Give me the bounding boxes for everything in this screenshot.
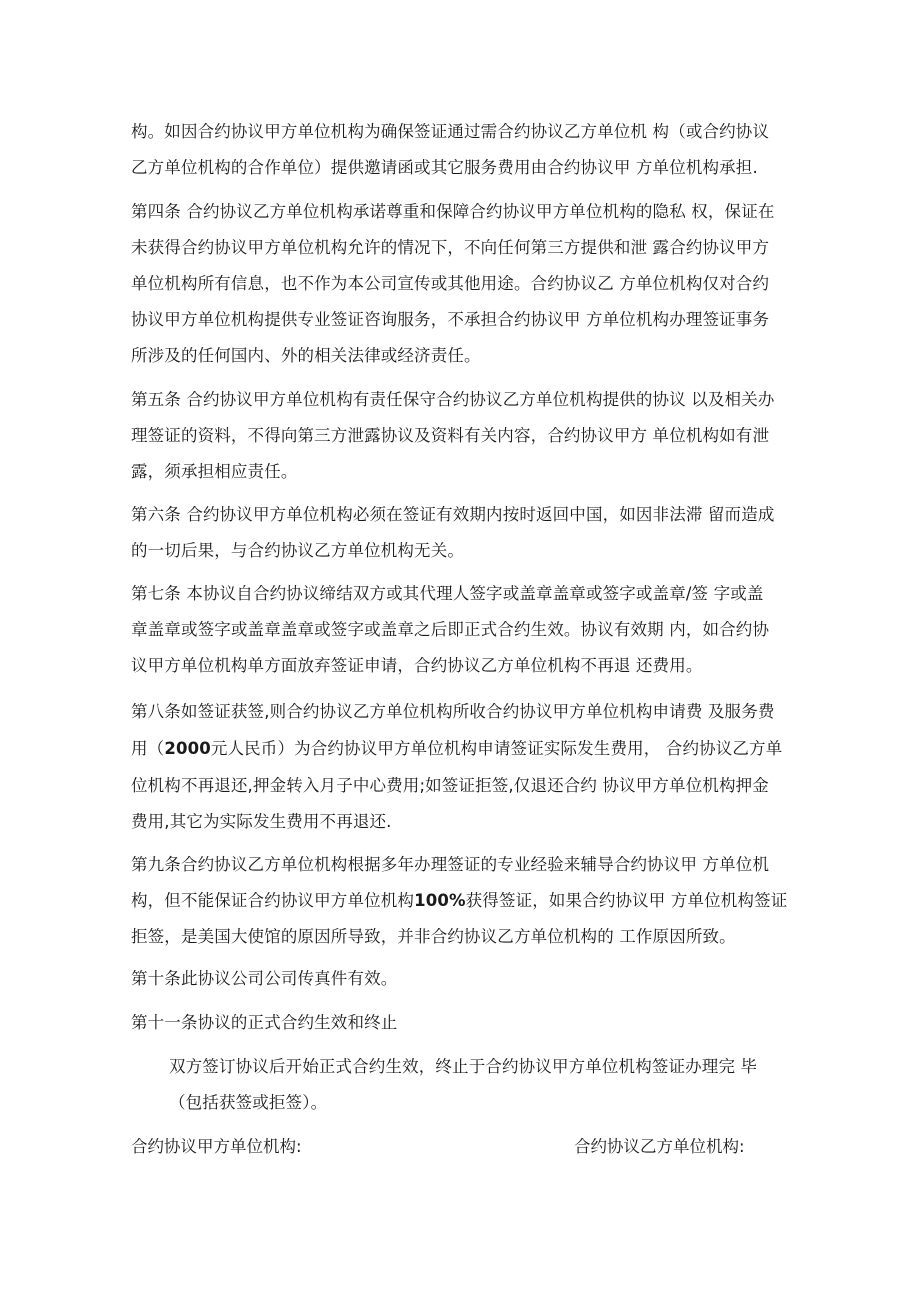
article-10: 第十条此协议公司公司传真件有效。: [131, 969, 398, 988]
article-6-line-2: 的一切后果，与合约协议乙方单位机构无关。: [131, 541, 464, 560]
fee-amount: 2000: [164, 739, 211, 758]
percent-guarantee: 100%: [414, 891, 466, 910]
article-4-line-4: 协议甲方单位机构提供专业签证咨询服务，不承担合约协议甲 方单位机构办理签证事务: [131, 310, 770, 329]
article-8-line-2: [131, 739, 782, 759]
article-9-line-2-pre: 构，但不能保证合约协议甲方单位机构: [131, 891, 415, 910]
article-9-line-1: 第九条合约协议乙方单位机构根据多年办理签证的专业经验来辅导合约协议甲 方单位机: [131, 855, 770, 874]
article-9-line-3: 拒签，是美国大使馆的原因所导致，并非合约协议乙方单位机构的 工作原因所致。: [131, 927, 736, 946]
article-8-line-4: 费用,其它为实际发生费用不再退还.: [131, 812, 392, 831]
text-line-2: 乙方单位机构的合作单位）提供邀请函或其它服务费用由合约协议甲 方单位机构承担.: [131, 158, 758, 177]
article-11-line-2: （包括获签或拒签）。: [169, 1093, 328, 1112]
article-5-line-1: 第五条 合约协议甲方单位机构有责任保守合约协议乙方单位机构提供的协议 以及相关办: [131, 390, 775, 409]
article-11-heading: 第十一条协议的正式合约生效和终止: [131, 1013, 398, 1032]
article-7-line-2: 章盖章或签字或盖章盖章或签字或盖章之后即正式合约生效。协议有效期 内，如合约协: [131, 620, 770, 639]
article-8-line-2-post: 元人民币）为合约协议甲方单位机构申请签证实际发生费用， 合约协议乙方单: [210, 739, 783, 758]
article-8-line-2-pre: 用（: [131, 739, 165, 758]
article-8-line-3: 位机构不再退还,押金转入月子中心费用;如签证拒签,仅退还合约 协议甲方单位机构押金: [131, 776, 769, 795]
article-11-line-1: 双方签订协议后开始正式合约生效，终止于合约协议甲方单位机构签证办理完 毕: [169, 1057, 758, 1076]
article-4-line-3: 单位机构所有信息，也不作为本公司宣传或其他用途。合约协议乙 方单位机构仅对合约: [131, 274, 770, 293]
article-4-line-5: 所涉及的任何国内、外的相关法律或经济责任。: [131, 346, 481, 365]
article-7-line-1: 第七条 本协议自合约协议缔结双方或其代理人签字或盖章盖章或签字或盖章/签 字或盖: [131, 584, 764, 603]
signature-party-a: 合约协议甲方单位机构:: [131, 1137, 302, 1156]
article-5-line-2: 理签证的资料，不得向第三方泄露协议及资料有关内容，合约协议甲方 单位机构如有泄: [131, 426, 770, 445]
text-line-1: 构。如因合约协议甲方单位机构为确保签证通过需合约协议乙方单位机 构（或合约协议: [131, 122, 770, 141]
article-4-line-1: 第四条 合约协议乙方单位机构承诺尊重和保障合约协议甲方单位机构的隐私 权，保证在: [131, 202, 775, 221]
article-9-line-2-post: 获得签证，如果合约协议甲 方单位机构签证: [465, 891, 788, 910]
article-4-line-2: 未获得合约协议甲方单位机构允许的情况下，不向任何第三方提供和泄 露合约协议甲方: [131, 238, 770, 257]
article-8-line-1: 第八条如签证获签,则合约协议乙方单位机构所收合约协议甲方单位机构申请费 及服务费: [131, 702, 775, 721]
article-7-line-3: 议甲方单位机构单方面放弃签证申请，合约协议乙方单位机构不再退 还费用。: [131, 656, 703, 675]
signature-party-b: 合约协议乙方单位机构:: [574, 1137, 745, 1156]
article-9-line-2: [131, 891, 787, 911]
article-5-line-3: 露，须承担相应责任。: [131, 462, 298, 481]
article-6-line-1: 第六条 合约协议甲方单位机构必须在签证有效期内按时返回中国，如因非法滞 留而造成: [131, 505, 775, 524]
